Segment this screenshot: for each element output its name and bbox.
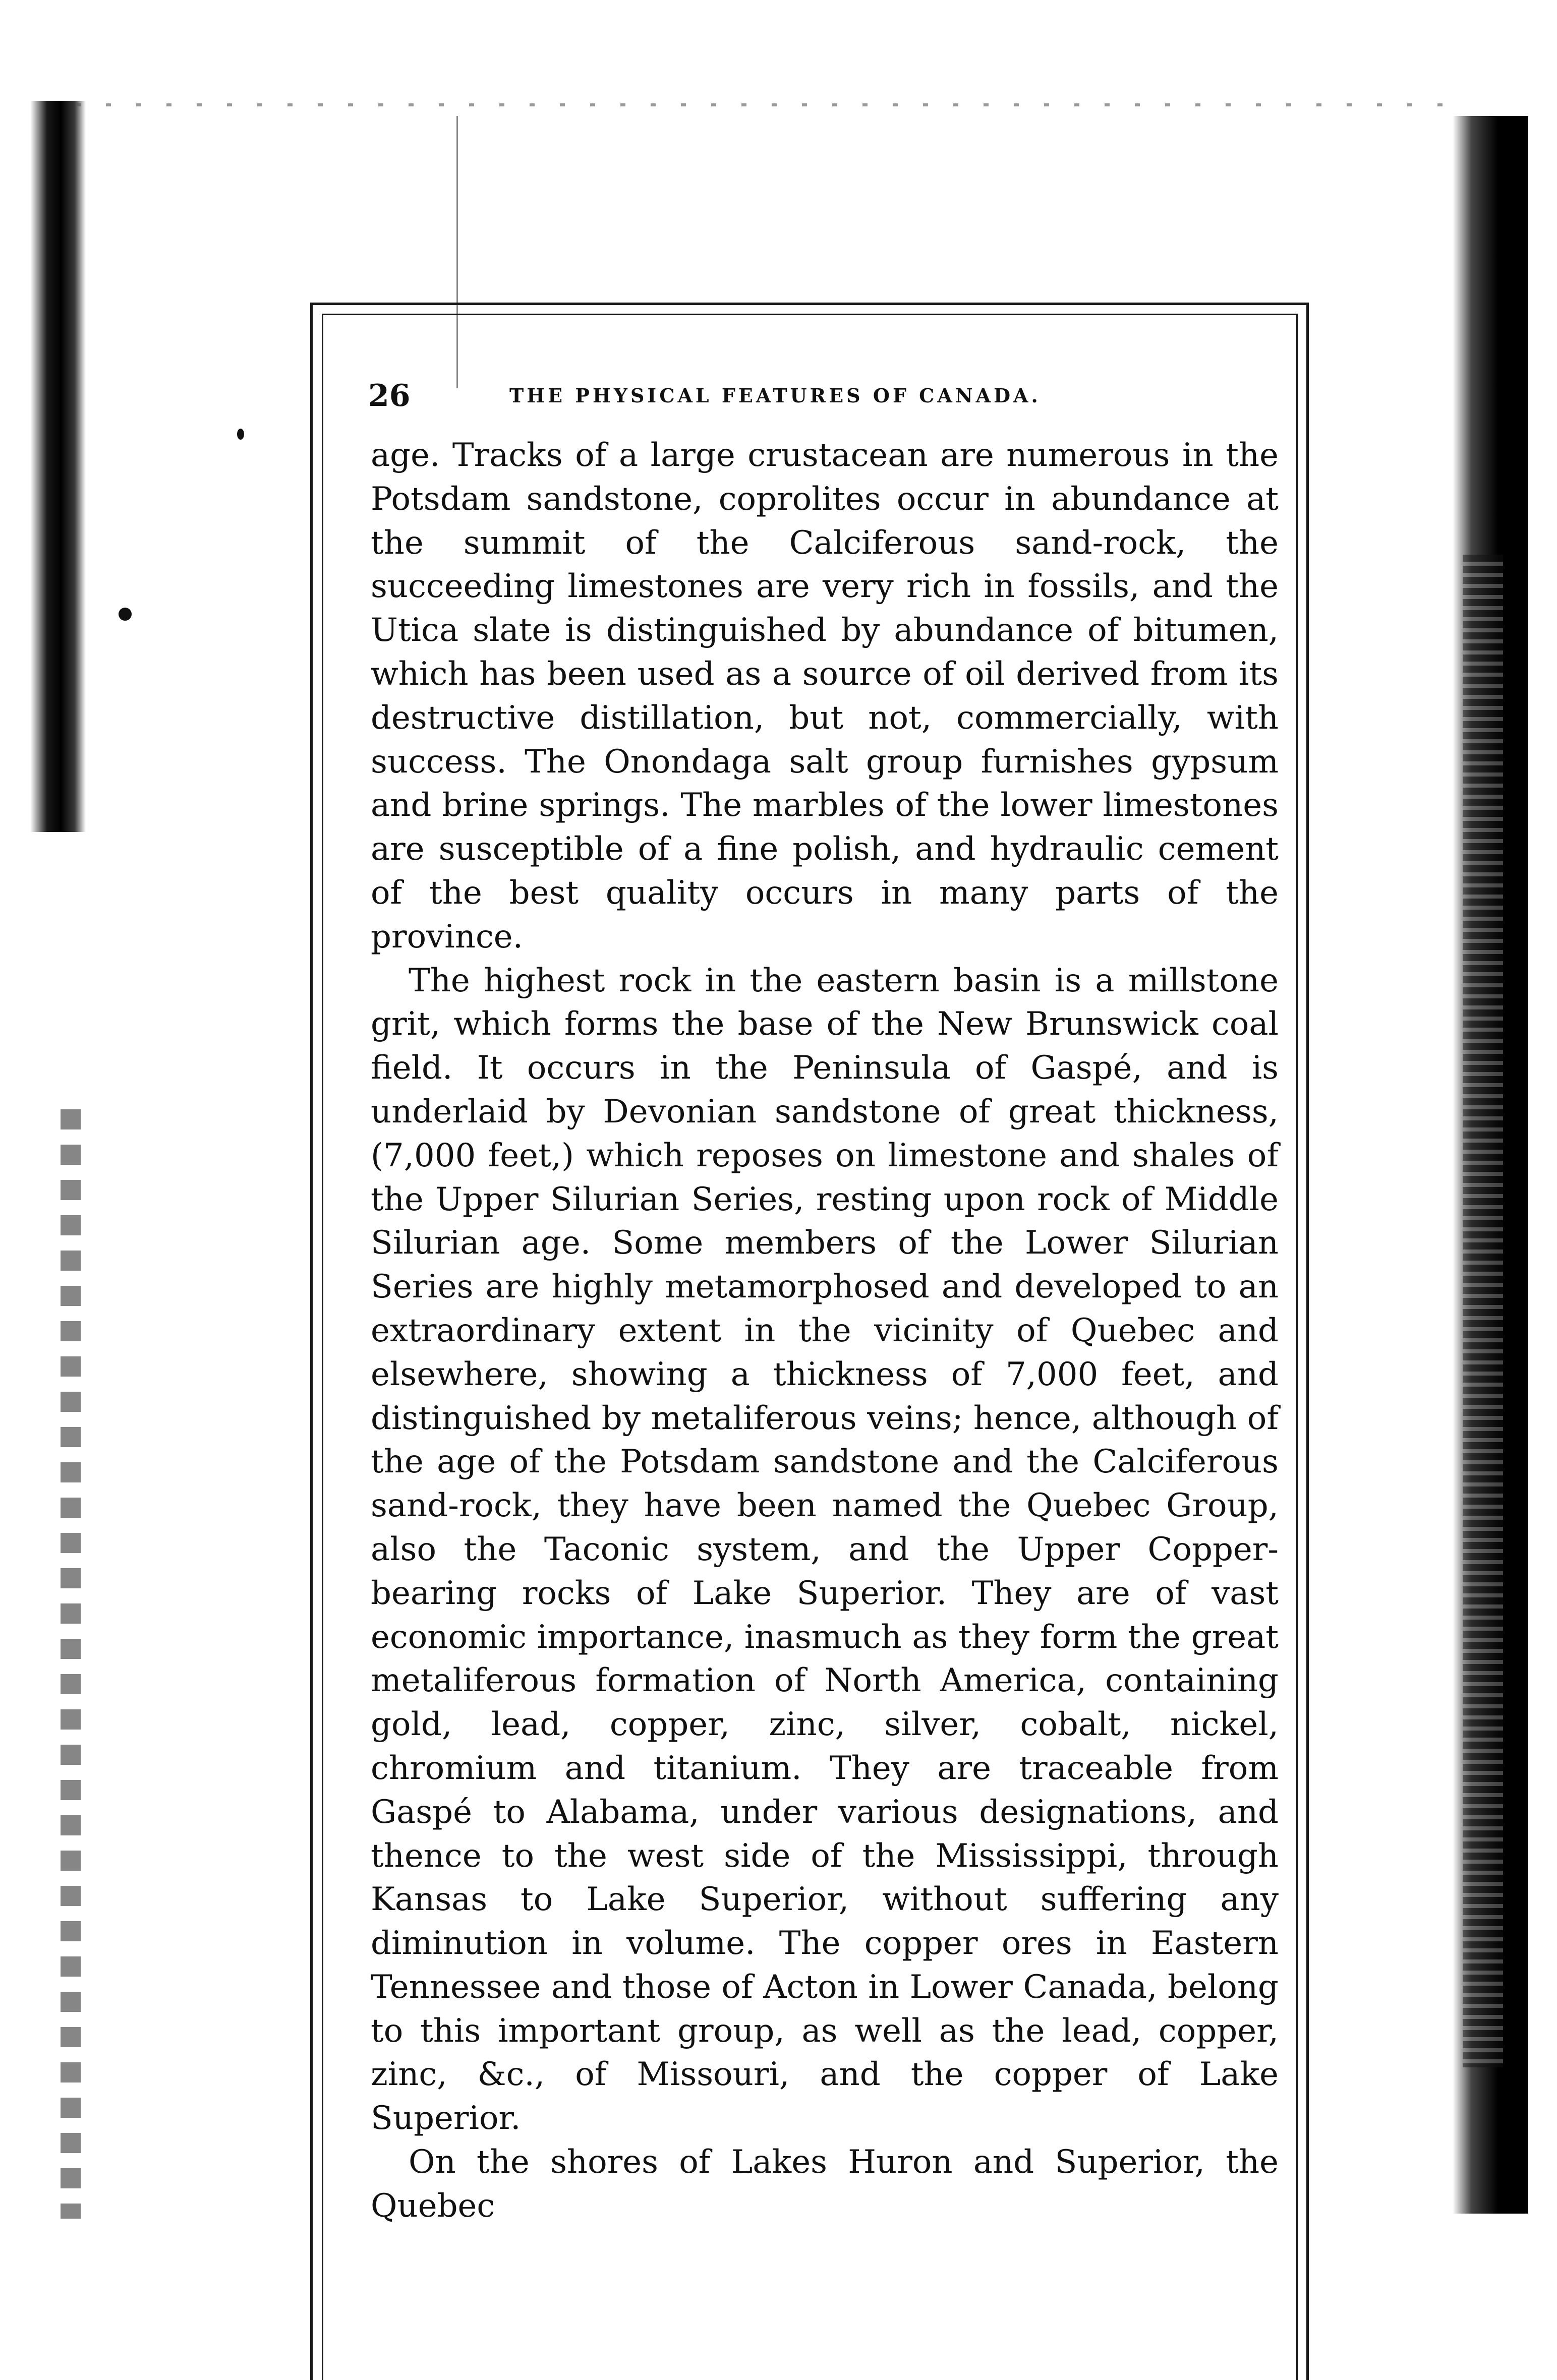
body-text <box>371 434 1279 2228</box>
page-header <box>368 376 1276 416</box>
paragraph: On the shores of Lakes Huron and Superior, the Quebec <box>371 2144 1279 2225</box>
scan-dot <box>119 608 132 621</box>
page-number: 26 <box>368 378 411 413</box>
left-binding-edge <box>61 1109 81 2219</box>
top-scan-line <box>76 103 1468 106</box>
scan-mark <box>237 429 244 440</box>
running-title: THE PHYSICAL FEATURES OF CANADA. <box>509 384 1041 407</box>
right-binding-speckle <box>1463 555 1503 2067</box>
paragraph: age. Tracks of a large crustacean are numerous in the Potsdam sandstone, coprolites occur in abundance at the summit of the Calciferous sand-rock, the succeeding limestones are very rich in fossils, and the Utica slate is distinguished by abundance of bitumen, which has been used as a source of oil derived from its destructive distillation, but not, commercially, with success. The Onondaga salt group furnishes gypsum and brine springs. The marbles of the lower limestones are susceptible of a fine polish, and hydraulic cement of the best quality occurs in many parts of the province. <box>371 437 1279 956</box>
paragraph: The highest rock in the eastern basin is a millstone grit, which forms the base of the New Brunswick coal field. It occurs in the Peninsula of Gaspé, and is underlaid by Devonian sandstone of great thickness, (7,000 feet,) which reposes on limestone and shales of the Upper Silurian Series, resting upon rock of Middle Silurian age. Some members of the Lower Silurian Series are highly metamorphosed and developed to an extraordinary extent in the vicinity of Quebec and elsewhere, showing a thickness of 7,000 feet, and distinguished by metaliferous veins; hence, although of the age of the Potsdam sandstone and the Calciferous sand-rock, they have been named the Quebec Group, also the Taconic system, and the Upper Copper-bearing rocks of Lake Superior. They are of vast economic importance, inasmuch as they form the great metaliferous formation of North America, containing gold, lead, copper, zinc, silver, cobalt, nickel, chromium and titanium. They are traceable from Gaspé to Alabama, under various designations, and thence to the west side of the Mississippi, through Kansas to Lake Superior, without suffering any diminution in volume. The copper ores in Eastern Tennessee and those of Acton in Lower Canada, belong to this important group, as well as the lead, copper, zinc, &c., of Missouri, and the copper of Lake Superior. <box>371 962 1279 2137</box>
left-binding-shadow <box>30 101 86 832</box>
